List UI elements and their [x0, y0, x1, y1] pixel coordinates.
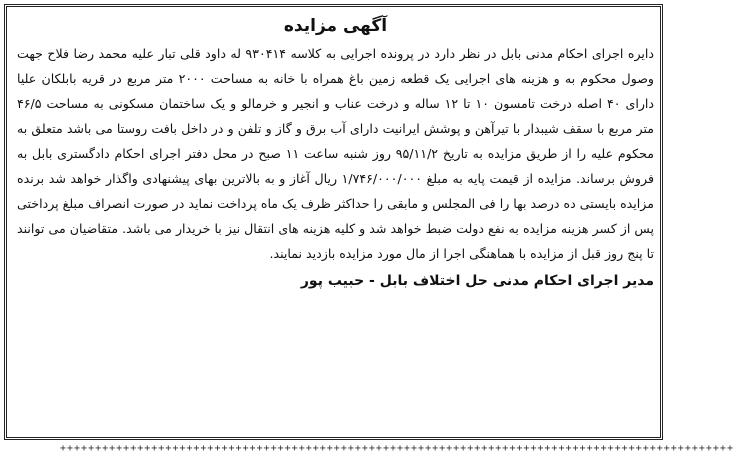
auction-notice — [17, 15, 654, 292]
notice-border — [4, 4, 663, 440]
notice-title: آگهی مزایده — [283, 16, 388, 36]
notice-body: دایره اجرای احکام مدنی بابل در نظر دارد در پرونده اجرایی به کلاسه ۹۳۰۴۱۴ له داود قلی تبار علیه محمد رضا فلاح جهت وصول محکوم به و هزینه های اجرایی یک قطعه زمین باغ همراه با خانه به مساحت ۲۰۰۰ متر مربع در قریه بابلکان علیا دارای ۴۰ اصله درخت تامسون ۱۰ تا ۱۲ ساله و درخت عناب و انجیر و خرمالو و یک ساختمان مسکونی به مساحت ۴۶/۵ متر مربع با سقف شیبدار با تیرآهن و پوشش ایرانیت دارای آب برق و گاز و تلفن و در داخل بافت روستا می باشد متعلق به محکوم علیه را از طریق مزایده به تاریخ ۹۵/۱۱/۲ روز شنبه ساعت ۱۱ صبح در محل دفتر اجرای احکام دادگستری بابل به فروش برساند. مزایده از قیمت پایه به مبلغ ۱/۷۴۶/۰۰۰/۰۰۰ ریال آغاز و به بالاترین بهای پیشنهادی واگذار خواهد شد برنده مزایده بایستی ده درصد بها را فی المجلس و مابقی را حداکثر ظرف یک ماه پرداخت نماید در صورت انصراف مبلغ پرداختی پس از کسر هزینه مزایده به نفع دولت ضبط خواهد شد و کلیه هزینه های انتقال نیز با خریدار می باشد. متقاضیان می توانند تا پنج روز قبل از مزایده با هماهنگی اجرا از مال مورد مزایده بازدید نمایند. — [17, 46, 655, 261]
notice-signature: مدیر اجرای احکام مدنی حل اختلاف بابل - حبیب پور — [300, 273, 654, 289]
bottom-divider: ++++++++++++++++++++++++++++++++++++++++++++++++++++++++++++++++++++++++++++++++++++++++++++++++ — [60, 443, 734, 454]
